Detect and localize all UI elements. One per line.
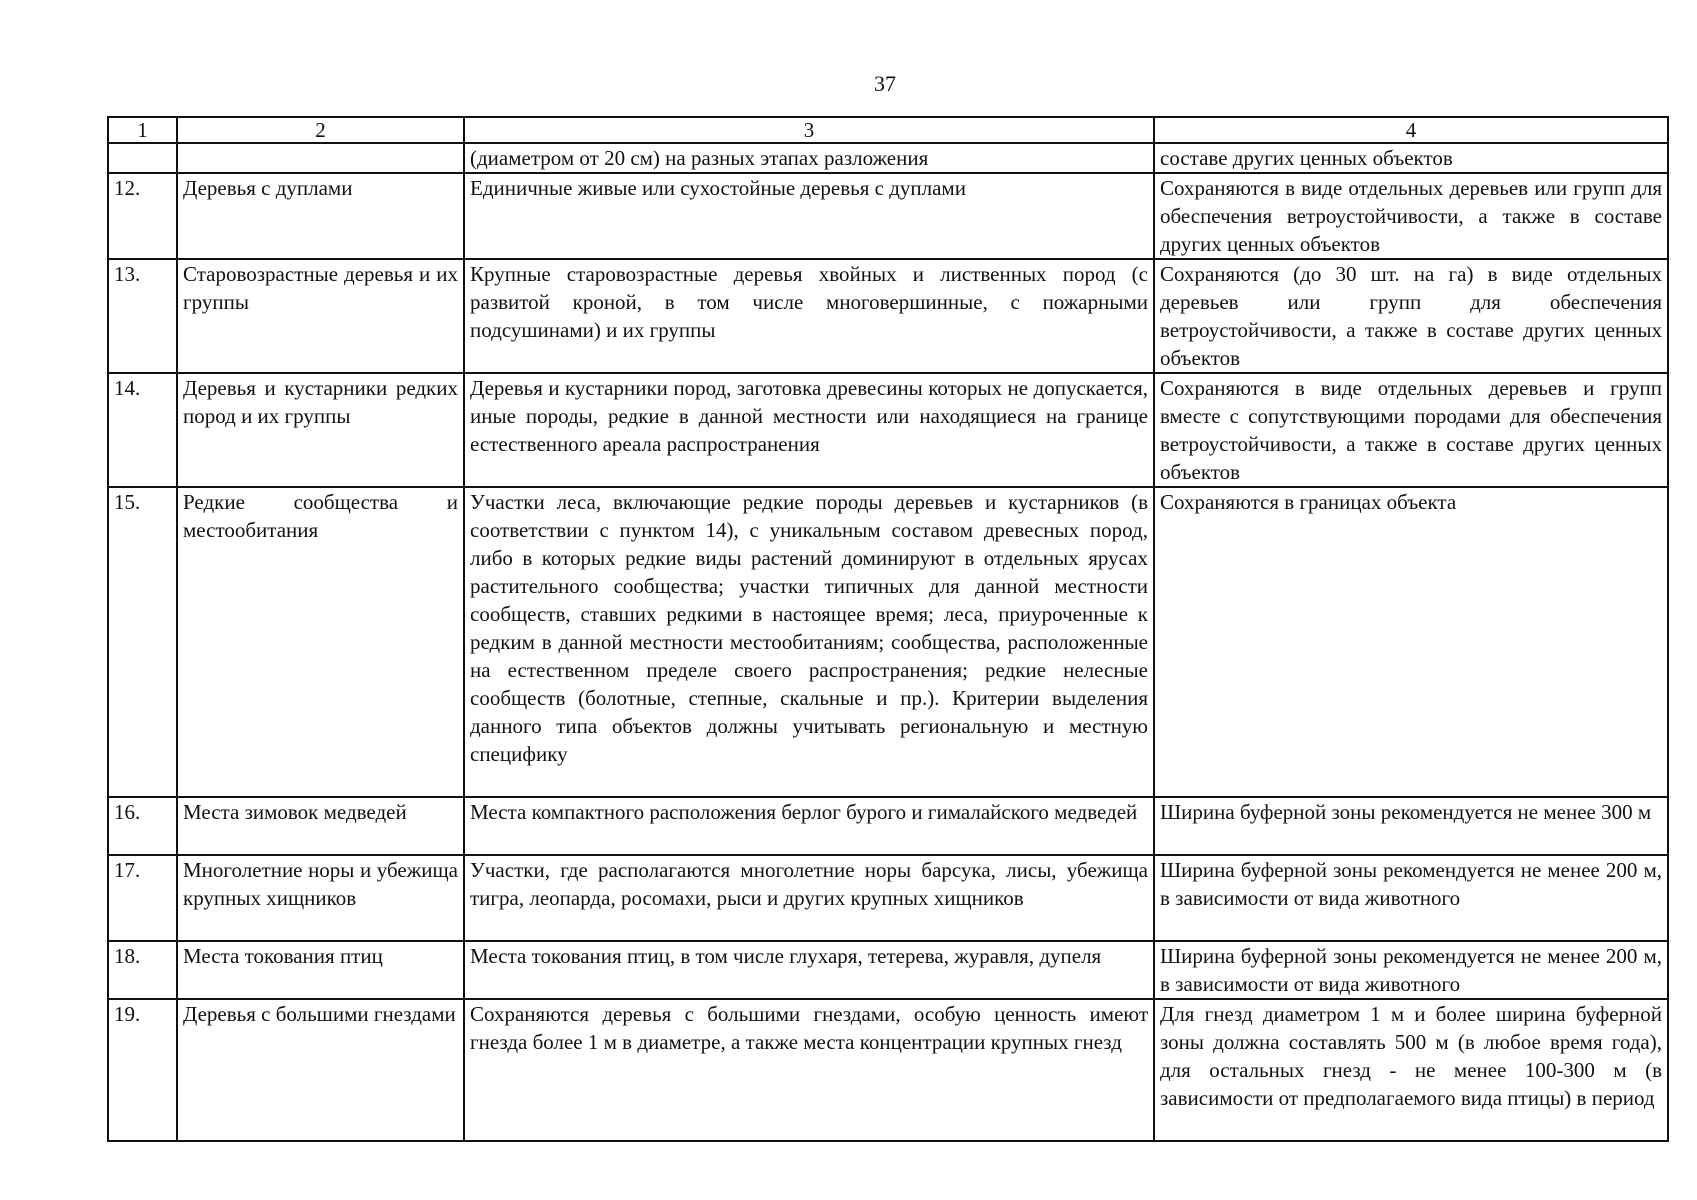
object-name: Места токования птиц [177,941,464,999]
row-number: 15. [108,487,177,797]
object-description: Сохраняются деревья с большими гнездами, особую ценность имеют гнезда более 1 м в диаметре, а также места концентрации крупных гнезд [464,999,1154,1141]
object-description: Участки леса, включающие редкие породы деревьев и кустарников (в соответствии с пунктом 14), с уникальным составом древесных пород, либо в которых редкие виды растений доминируют в отдельных ярусах растительного сообщества; участки типичных для данной местности сообществ, ставших редкими в настоящее время; леса, приуроченные к редким в данной местности местообитаниям; сообщества, расположенные на естественном пределе своего распространения; редкие нелесные сообществ (болотные, степные, скальные и пр.). Критерии выделения данного типа объектов должны учитывать региональную и местную специфику [464,487,1154,797]
object-measures: Сохраняются в виде отдельных деревьев и групп вместе с сопутствующими породами для обеспечения ветроустойчивости, а также в составе других ценных объектов [1154,373,1668,487]
header-cell-1: 1 [108,117,177,143]
object-measures: Сохраняются в границах объекта [1154,487,1668,797]
row-number: 19. [108,999,177,1141]
object-description: Единичные живые или сухостойные деревья с дуплами [464,173,1154,259]
object-measures: Сохраняются (до 30 шт. на га) в виде отдельных деревьев или групп для обеспечения ветроустойчивости, а также в составе других ценных объектов [1154,259,1668,373]
object-description: (диаметром от 20 см) на разных этапах разложения [464,143,1154,173]
object-description: Деревья и кустарники пород, заготовка древесины которых не допускается, иные породы, редкие в данной местности или находящиеся на границе естественного ареала распространения [464,373,1154,487]
object-name: Места зимовок медведей [177,797,464,855]
object-name: Редкие сообщества и местообитания [177,487,464,797]
row-number [108,143,177,173]
object-description: Участки, где располагаются многолетние норы барсука, лисы, убежища тигра, леопарда, росомахи, рыси и других крупных хищников [464,855,1154,941]
object-measures: Ширина буферной зоны рекомендуется не менее 200 м, в зависимости от вида животного [1154,941,1668,999]
table-row-16 [108,797,1668,855]
header-cell-2: 2 [177,117,464,143]
table-row-12 [108,173,1668,259]
header-cell-3: 3 [464,117,1154,143]
page-number: 37 [874,71,896,96]
objects-table [107,116,1669,1142]
object-measures: Ширина буферной зоны рекомендуется не менее 200 м, в зависимости от вида животного [1154,855,1668,941]
object-description: Крупные старовозрастные деревья хвойных и лиственных пород (с развитой кроной, в том числе многовершинные, с пожарными подсушинами) и их группы [464,259,1154,373]
table-row-15 [108,487,1668,797]
table-row-13 [108,259,1668,373]
object-measures: Для гнезд диаметром 1 м и более ширина буферной зоны должна составлять 500 м (в любое время года), для остальных гнезд - не менее 100-300 м (в зависимости от предполагаемого вида птицы) в период [1154,999,1668,1141]
object-name: Многолетние норы и убежища крупных хищников [177,855,464,941]
table-row-17 [108,855,1668,941]
table-header-row [108,117,1668,143]
object-description: Места компактного расположения берлог бурого и гималайского медведей [464,797,1154,855]
table-row-continuation [108,143,1668,173]
row-number: 17. [108,855,177,941]
table-row-19 [108,999,1668,1141]
table-row-14 [108,373,1668,487]
object-name: Деревья с большими гнездами [177,999,464,1141]
header-cell-4: 4 [1154,117,1668,143]
object-measures: Ширина буферной зоны рекомендуется не менее 300 м [1154,797,1668,855]
object-measures: Сохраняются в виде отдельных деревьев или групп для обеспечения ветроустойчивости, а также в составе других ценных объектов [1154,173,1668,259]
object-name [177,143,464,173]
row-number: 16. [108,797,177,855]
object-name: Деревья с дуплами [177,173,464,259]
row-number: 13. [108,259,177,373]
table-row-18 [108,941,1668,999]
row-number: 18. [108,941,177,999]
object-description: Места токования птиц, в том числе глухаря, тетерева, журавля, дупеля [464,941,1154,999]
row-number: 12. [108,173,177,259]
object-measures: составе других ценных объектов [1154,143,1668,173]
object-name: Деревья и кустарники редких пород и их группы [177,373,464,487]
object-name: Старовозрастные деревья и их группы [177,259,464,373]
row-number: 14. [108,373,177,487]
